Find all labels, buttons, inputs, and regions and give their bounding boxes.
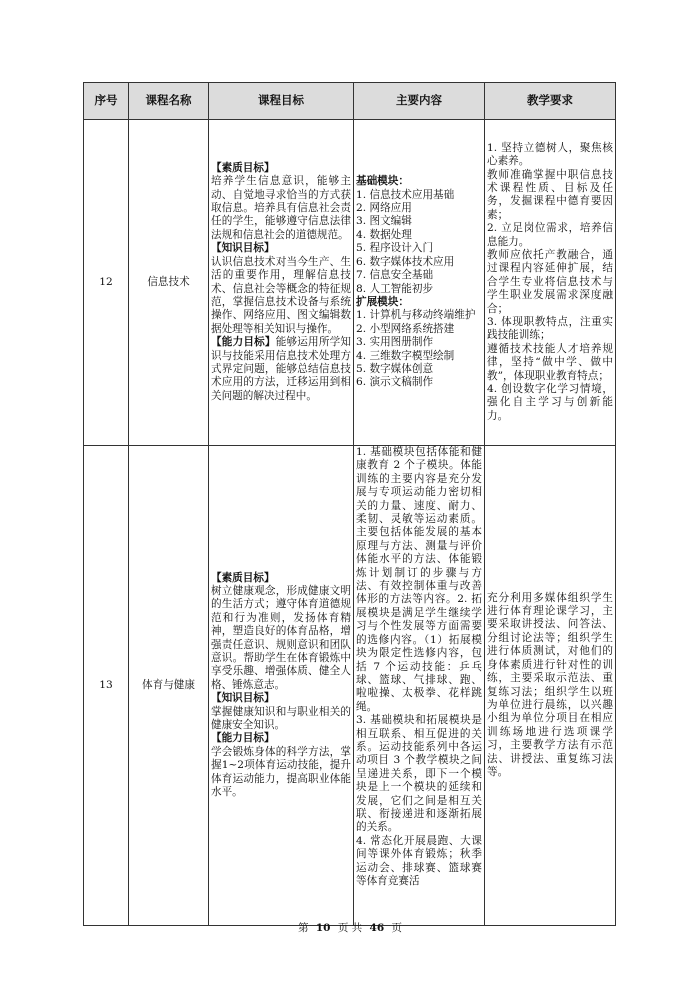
content-paragraph: 1. 基础模块包括体能和健康教育 2 个子模块。体能训练的主要内容是充分发展与专项运动能力密切相关的力量、速度、耐力、柔韧、灵敏等运动素质。主要包括体能发展的基本原理与方法、测量与评价体能水平的方法、体能锻炼计划制订的步骤与方法、有效控制体重与改善体形的方法等内容。2. 拓展模块是满足学生继续学习与个性发展等方面需要的选修内容。（1）拓展模块为限定性选修内容，包括 7 个运动技能：乒乓球、篮球、气排球、跑、啦啦操、太极拳、花样跳绳。 [356,446,482,713]
content-item: 6. 数字媒体技术应用 [356,255,455,268]
table-row [84,446,616,926]
course-goals [209,120,354,446]
content-paragraph: 4. 常态化开展晨跑、大课间等课外体育锻炼；秋季运动会、排球赛、篮球赛等体育竞赛活 [356,834,482,887]
row-number: 13 [84,446,129,926]
content-item: 2. 小型网络系统搭建 [356,322,455,335]
footer-prefix: 第 [298,922,309,934]
content-item: 5. 程序设计入门 [356,242,434,255]
teaching-requirements: 充分利用多媒体组织学生进行体育理论课学习，主要采取讲授法、问答法、分组讨论法等；组织学生进行体质测试，对他们的身体素质进行针对性的训练，主要采取示范法、重复练习法；组织学生以班为单位进行晨练，以兴趣小组为单位分项目在相应训练场地进行选项课学习，主要教学方法有示范法、讲授法、重复练习法等。 [485,446,616,926]
content-item: 3. 图文编辑 [356,215,412,228]
content-item: 8. 人工智能初步 [356,282,434,295]
goal-text: 树立健康观念，形成健康文明的生活方式；遵守体育道德规范和行为准则，发扬体育精神，塑造良好的体育品格，增强责任意识、规则意识和团队意识。帮助学生在体育锻炼中享受乐趣、增强体质、健全人格、锤炼意志。 [211,584,351,691]
content-heading: 基础模块： [356,175,409,188]
footer-suffix: 页 [391,922,402,934]
course-table [83,82,616,926]
goal-heading: 【素质目标】 [211,161,275,174]
row-number: 12 [84,120,129,446]
header-teaching-requirements: 教学要求 [485,83,616,120]
goal-heading: 【能力目标】 [211,336,276,349]
goal-heading: 【知识目标】 [211,692,275,705]
footer-total-pages: 46 [369,922,385,934]
requirement-item: 1. 坚持立德树人，聚焦核心素养。 [487,141,613,168]
content-item: 4. 三维数字模型绘制 [356,349,455,362]
goal-text: 掌握健康知识和与职业相关的健康安全知识。 [211,705,351,732]
content-item: 2. 网络应用 [356,202,412,215]
content-paragraph: 3. 基础模块和拓展模块是相互联系、相互促进的关系。运动技能系列中各运动项目 3 个教学模块之间呈递进关系，即下一个模块是上一个模块的延续和发展，它们之间是相互关联、衔接递进和逐渐拓展的关系。 [356,714,482,834]
main-content [354,120,485,446]
goal-text: 培养学生信息意识，能够主动、自觉地寻求恰当的方式获取信息。培养具有信息社会责任的学生，能够遵守信息法律法规和信息社会的道德规范。 [211,175,351,241]
header-course-name: 课程名称 [129,83,209,120]
requirement-item: 3. 体现职教特点，注重实践技能训练； [487,316,613,342]
goal-heading: 【素质目标】 [211,571,275,584]
requirement-item: 教师应依托产教融合，通过课程内容延伸扩展，结合学生专业将信息技术与学生职业发展需求深度融合； [487,248,613,315]
teaching-requirements [485,120,616,446]
content-item: 7. 信息安全基础 [356,269,434,282]
content-item: 5. 数字媒体创意 [356,362,434,375]
requirement-item: 4. 创设数字化学习情境，强化自主学习与创新能力。 [487,383,613,422]
course-name: 体育与健康 [129,446,209,926]
table-row [84,120,616,446]
content-item: 1. 计算机与移动终端维护 [356,309,476,322]
page-footer [0,920,700,935]
header-no: 序号 [84,83,129,120]
goal-heading: 【知识目标】 [211,242,275,255]
content-item: 1. 信息技术应用基础 [356,188,455,201]
table-header-row [84,83,616,120]
goal-heading: 【能力目标】 [211,732,275,745]
footer-page-number: 10 [315,922,331,934]
footer-mid: 页 共 [337,922,363,934]
content-heading: 扩展模块： [356,295,409,308]
goal-text: 能够运用所学知识与技能采用信息技术处理方式界定问题，能够总结信息技术应用的方法，迁移运用到相关问题的解决过程中。 [211,336,351,402]
requirement-item: 2. 立足岗位需求，培养信息能力。 [487,222,613,248]
requirement-item: 教师准确掌握中职信息技术课程性质、目标及任务，发掘课程中德育要因素； [487,168,613,221]
course-goals [209,446,354,926]
goal-text: 学会锻炼身体的科学方法，掌握1~2项体育运动技能，提升体育运动能力，提高职业体能水平。 [211,745,351,799]
requirement-item: 遵循技术技能人才培养规律，坚持“做中学、做中教”，体现职业教育特点； [487,342,613,382]
content-item: 3. 实用图册制作 [356,336,434,349]
content-item: 4. 数据处理 [356,228,412,241]
main-content [354,446,485,926]
content-item: 6. 演示文稿制作 [356,376,434,389]
header-main-content: 主要内容 [354,83,485,120]
goal-text: 认识信息技术对当今生产、生活的重要作用，理解信息技术、信息社会等概念的特征规范，掌握信息技术设备与系统操作、网络应用、图文编辑数据处理等相关知识与操作。 [211,255,351,335]
course-name: 信息技术 [129,120,209,446]
header-course-goals: 课程目标 [209,83,354,120]
